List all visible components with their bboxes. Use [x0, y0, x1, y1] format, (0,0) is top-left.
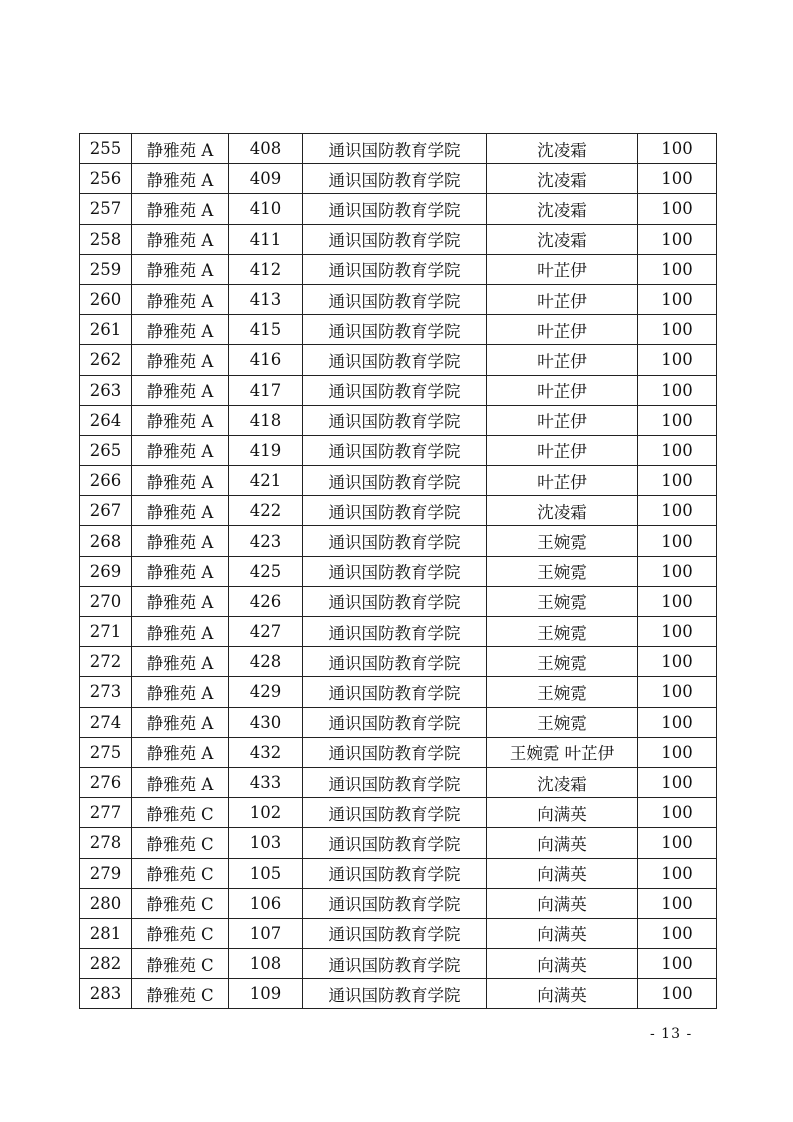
score-cell: 100 [638, 677, 717, 707]
score-cell: 100 [638, 828, 717, 858]
college-cell: 通识国防教育学院 [303, 949, 487, 979]
college-cell: 通识国防教育学院 [303, 315, 487, 345]
row-index-cell: 273 [80, 677, 132, 707]
row-index-cell: 274 [80, 707, 132, 737]
table-row [80, 707, 717, 737]
room-cell: 422 [229, 496, 303, 526]
college-cell: 通识国防教育学院 [303, 556, 487, 586]
table-row [80, 254, 717, 284]
college-cell: 通识国防教育学院 [303, 737, 487, 767]
counselor-cell: 王婉霓 [487, 677, 638, 707]
counselor-cell: 沈凌霜 [487, 224, 638, 254]
college-cell: 通识国防教育学院 [303, 707, 487, 737]
score-cell: 100 [638, 737, 717, 767]
table-row [80, 224, 717, 254]
score-cell: 100 [638, 556, 717, 586]
row-index-cell: 281 [80, 918, 132, 948]
table-row [80, 164, 717, 194]
table-row [80, 828, 717, 858]
score-cell: 100 [638, 224, 717, 254]
counselor-cell: 王婉霓 [487, 617, 638, 647]
row-index-cell: 271 [80, 617, 132, 647]
row-index-cell: 272 [80, 647, 132, 677]
room-cell: 412 [229, 254, 303, 284]
room-cell: 433 [229, 767, 303, 797]
page-number: - 13 - [650, 1026, 693, 1042]
row-index-cell: 282 [80, 949, 132, 979]
room-cell: 416 [229, 345, 303, 375]
room-cell: 419 [229, 435, 303, 465]
counselor-cell: 沈凌霜 [487, 496, 638, 526]
table-row [80, 466, 717, 496]
college-cell: 通识国防教育学院 [303, 224, 487, 254]
college-cell: 通识国防教育学院 [303, 435, 487, 465]
counselor-cell: 叶芷伊 [487, 375, 638, 405]
score-table [79, 133, 717, 1009]
building-cell: 静雅苑 A [132, 556, 229, 586]
college-cell: 通识国防教育学院 [303, 828, 487, 858]
counselor-cell: 向满英 [487, 888, 638, 918]
room-cell: 408 [229, 134, 303, 164]
building-cell: 静雅苑 A [132, 224, 229, 254]
row-index-cell: 268 [80, 526, 132, 556]
counselor-cell: 王婉霓 [487, 647, 638, 677]
score-cell: 100 [638, 586, 717, 616]
building-cell: 静雅苑 C [132, 888, 229, 918]
row-index-cell: 265 [80, 435, 132, 465]
room-cell: 427 [229, 617, 303, 647]
building-cell: 静雅苑 A [132, 345, 229, 375]
row-index-cell: 283 [80, 979, 132, 1009]
counselor-cell: 叶芷伊 [487, 405, 638, 435]
college-cell: 通识国防教育学院 [303, 888, 487, 918]
building-cell: 静雅苑 A [132, 435, 229, 465]
table-row [80, 586, 717, 616]
room-cell: 411 [229, 224, 303, 254]
room-cell: 102 [229, 798, 303, 828]
counselor-cell: 王婉霓 [487, 526, 638, 556]
row-index-cell: 259 [80, 254, 132, 284]
row-index-cell: 266 [80, 466, 132, 496]
room-cell: 107 [229, 918, 303, 948]
score-cell: 100 [638, 918, 717, 948]
score-cell: 100 [638, 526, 717, 556]
table-row [80, 526, 717, 556]
table-row [80, 345, 717, 375]
row-index-cell: 260 [80, 284, 132, 314]
building-cell: 静雅苑 A [132, 617, 229, 647]
college-cell: 通识国防教育学院 [303, 617, 487, 647]
score-cell: 100 [638, 798, 717, 828]
counselor-cell: 叶芷伊 [487, 435, 638, 465]
room-cell: 106 [229, 888, 303, 918]
row-index-cell: 270 [80, 586, 132, 616]
table-row [80, 949, 717, 979]
table-row [80, 918, 717, 948]
room-cell: 105 [229, 858, 303, 888]
building-cell: 静雅苑 C [132, 858, 229, 888]
score-cell: 100 [638, 194, 717, 224]
score-cell: 100 [638, 435, 717, 465]
college-cell: 通识国防教育学院 [303, 345, 487, 375]
table-row [80, 134, 717, 164]
building-cell: 静雅苑 A [132, 496, 229, 526]
table-row [80, 737, 717, 767]
score-cell: 100 [638, 466, 717, 496]
building-cell: 静雅苑 A [132, 466, 229, 496]
counselor-cell: 王婉霓 叶芷伊 [487, 737, 638, 767]
row-index-cell: 256 [80, 164, 132, 194]
row-index-cell: 255 [80, 134, 132, 164]
counselor-cell: 沈凌霜 [487, 767, 638, 797]
row-index-cell: 276 [80, 767, 132, 797]
room-cell: 410 [229, 194, 303, 224]
row-index-cell: 261 [80, 315, 132, 345]
building-cell: 静雅苑 A [132, 134, 229, 164]
row-index-cell: 257 [80, 194, 132, 224]
room-cell: 432 [229, 737, 303, 767]
college-cell: 通识国防教育学院 [303, 405, 487, 435]
counselor-cell: 向满英 [487, 798, 638, 828]
building-cell: 静雅苑 A [132, 164, 229, 194]
counselor-cell: 向满英 [487, 918, 638, 948]
building-cell: 静雅苑 A [132, 677, 229, 707]
table-row [80, 496, 717, 526]
table-row [80, 888, 717, 918]
counselor-cell: 王婉霓 [487, 707, 638, 737]
room-cell: 418 [229, 405, 303, 435]
building-cell: 静雅苑 C [132, 949, 229, 979]
building-cell: 静雅苑 A [132, 707, 229, 737]
building-cell: 静雅苑 A [132, 375, 229, 405]
building-cell: 静雅苑 C [132, 828, 229, 858]
counselor-cell: 向满英 [487, 828, 638, 858]
counselor-cell: 沈凌霜 [487, 164, 638, 194]
building-cell: 静雅苑 A [132, 194, 229, 224]
row-index-cell: 278 [80, 828, 132, 858]
building-cell: 静雅苑 A [132, 315, 229, 345]
score-cell: 100 [638, 134, 717, 164]
score-cell: 100 [638, 647, 717, 677]
room-cell: 430 [229, 707, 303, 737]
room-cell: 425 [229, 556, 303, 586]
college-cell: 通识国防教育学院 [303, 254, 487, 284]
score-cell: 100 [638, 405, 717, 435]
table-body [80, 134, 717, 1009]
building-cell: 静雅苑 A [132, 767, 229, 797]
counselor-cell: 沈凌霜 [487, 194, 638, 224]
score-cell: 100 [638, 979, 717, 1009]
table-row [80, 375, 717, 405]
row-index-cell: 267 [80, 496, 132, 526]
college-cell: 通识国防教育学院 [303, 767, 487, 797]
counselor-cell: 叶芷伊 [487, 345, 638, 375]
college-cell: 通识国防教育学院 [303, 134, 487, 164]
row-index-cell: 277 [80, 798, 132, 828]
college-cell: 通识国防教育学院 [303, 164, 487, 194]
score-cell: 100 [638, 315, 717, 345]
table-row [80, 798, 717, 828]
row-index-cell: 279 [80, 858, 132, 888]
building-cell: 静雅苑 A [132, 647, 229, 677]
room-cell: 413 [229, 284, 303, 314]
college-cell: 通识国防教育学院 [303, 586, 487, 616]
counselor-cell: 叶芷伊 [487, 254, 638, 284]
counselor-cell: 向满英 [487, 949, 638, 979]
room-cell: 428 [229, 647, 303, 677]
table-row [80, 435, 717, 465]
college-cell: 通识国防教育学院 [303, 677, 487, 707]
dormitory-score-table [79, 133, 717, 1009]
building-cell: 静雅苑 A [132, 737, 229, 767]
score-cell: 100 [638, 707, 717, 737]
building-cell: 静雅苑 A [132, 405, 229, 435]
table-row [80, 979, 717, 1009]
row-index-cell: 258 [80, 224, 132, 254]
room-cell: 417 [229, 375, 303, 405]
building-cell: 静雅苑 C [132, 798, 229, 828]
table-row [80, 405, 717, 435]
table-row [80, 858, 717, 888]
college-cell: 通识国防教育学院 [303, 284, 487, 314]
row-index-cell: 263 [80, 375, 132, 405]
college-cell: 通识国防教育学院 [303, 858, 487, 888]
counselor-cell: 王婉霓 [487, 586, 638, 616]
room-cell: 426 [229, 586, 303, 616]
room-cell: 429 [229, 677, 303, 707]
table-row [80, 315, 717, 345]
table-row [80, 767, 717, 797]
building-cell: 静雅苑 A [132, 586, 229, 616]
table-row [80, 284, 717, 314]
college-cell: 通识国防教育学院 [303, 466, 487, 496]
score-cell: 100 [638, 767, 717, 797]
college-cell: 通识国防教育学院 [303, 979, 487, 1009]
college-cell: 通识国防教育学院 [303, 496, 487, 526]
room-cell: 103 [229, 828, 303, 858]
score-cell: 100 [638, 858, 717, 888]
college-cell: 通识国防教育学院 [303, 526, 487, 556]
room-cell: 415 [229, 315, 303, 345]
counselor-cell: 叶芷伊 [487, 284, 638, 314]
college-cell: 通识国防教育学院 [303, 647, 487, 677]
row-index-cell: 264 [80, 405, 132, 435]
room-cell: 109 [229, 979, 303, 1009]
row-index-cell: 269 [80, 556, 132, 586]
table-row [80, 617, 717, 647]
score-cell: 100 [638, 284, 717, 314]
building-cell: 静雅苑 C [132, 918, 229, 948]
room-cell: 108 [229, 949, 303, 979]
building-cell: 静雅苑 A [132, 284, 229, 314]
score-cell: 100 [638, 345, 717, 375]
score-cell: 100 [638, 375, 717, 405]
counselor-cell: 王婉霓 [487, 556, 638, 586]
table-row [80, 194, 717, 224]
row-index-cell: 275 [80, 737, 132, 767]
room-cell: 409 [229, 164, 303, 194]
building-cell: 静雅苑 C [132, 979, 229, 1009]
college-cell: 通识国防教育学院 [303, 194, 487, 224]
college-cell: 通识国防教育学院 [303, 918, 487, 948]
counselor-cell: 向满英 [487, 858, 638, 888]
row-index-cell: 262 [80, 345, 132, 375]
room-cell: 421 [229, 466, 303, 496]
college-cell: 通识国防教育学院 [303, 798, 487, 828]
table-row [80, 556, 717, 586]
table-row [80, 647, 717, 677]
counselor-cell: 叶芷伊 [487, 466, 638, 496]
score-cell: 100 [638, 164, 717, 194]
college-cell: 通识国防教育学院 [303, 375, 487, 405]
building-cell: 静雅苑 A [132, 254, 229, 284]
counselor-cell: 叶芷伊 [487, 315, 638, 345]
table-row [80, 677, 717, 707]
score-cell: 100 [638, 949, 717, 979]
score-cell: 100 [638, 888, 717, 918]
building-cell: 静雅苑 A [132, 526, 229, 556]
score-cell: 100 [638, 254, 717, 284]
score-cell: 100 [638, 617, 717, 647]
room-cell: 423 [229, 526, 303, 556]
score-cell: 100 [638, 496, 717, 526]
counselor-cell: 向满英 [487, 979, 638, 1009]
counselor-cell: 沈凌霜 [487, 134, 638, 164]
row-index-cell: 280 [80, 888, 132, 918]
